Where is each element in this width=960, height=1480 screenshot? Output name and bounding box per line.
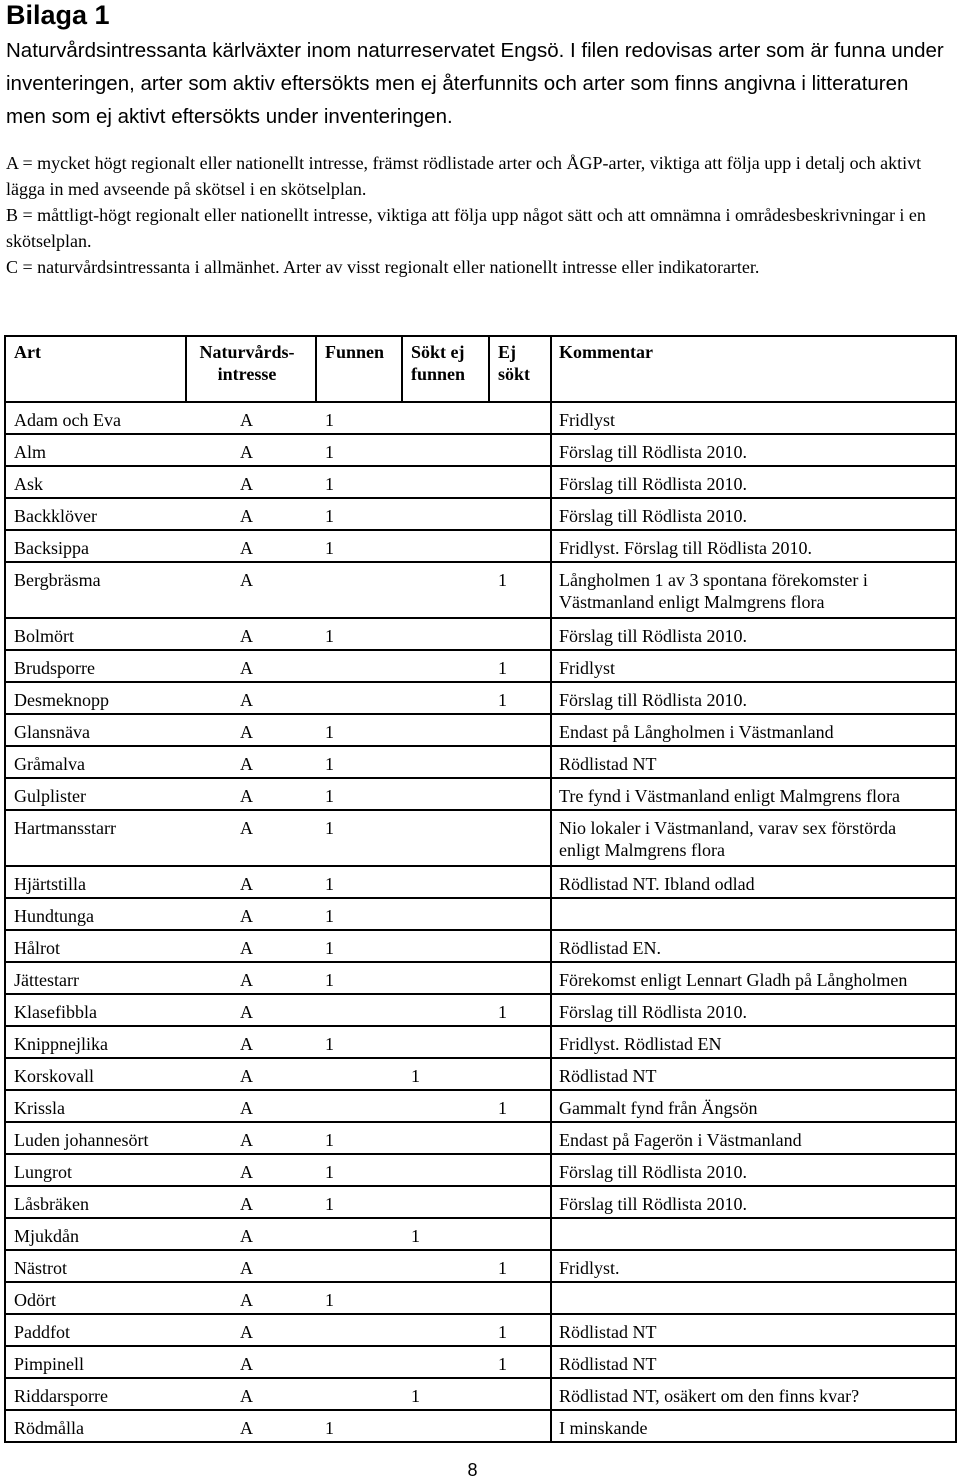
row-divider — [4, 529, 957, 531]
cell-art: Klasefibbla — [14, 1002, 97, 1022]
header-naturvard-line2: intresse — [217, 364, 277, 384]
cell-intresse: A — [240, 1226, 253, 1246]
row-divider — [4, 617, 957, 619]
cell-funnen: 1 — [325, 1418, 334, 1438]
cell-funnen: 1 — [325, 506, 334, 526]
row-divider — [4, 865, 957, 867]
cell-kommentar: Fridlyst. Förslag till Rödlista 2010. — [559, 538, 813, 558]
cell-funnen: 1 — [325, 938, 334, 958]
header-naturvard-line1: Naturvårds- — [199, 342, 295, 362]
species-table — [4, 335, 956, 1443]
header-kommentar: Kommentar — [559, 342, 653, 362]
cell-intresse: A — [240, 1130, 253, 1150]
cell-kommentar: Fridlyst — [559, 658, 616, 678]
cell-intresse: A — [240, 1162, 253, 1182]
header-sokt-line1: Sökt ej — [411, 342, 465, 362]
cell-funnen: 1 — [325, 474, 334, 494]
cell-intresse: A — [240, 1194, 253, 1214]
cell-kommentar: Endast på Långholmen i Västmanland — [559, 722, 834, 742]
cell-kommentar: Förekomst enligt Lennart Gladh på Långholmen — [559, 970, 908, 990]
cell-intresse: A — [240, 754, 253, 774]
legend — [6, 150, 956, 280]
cell-kommentar: Förslag till Rödlista 2010. — [559, 1002, 748, 1022]
cell-kommentar-line2: enligt Malmgrens flora — [559, 840, 725, 860]
cell-art: Hartmansstarr — [14, 818, 116, 838]
legend-a: A = mycket högt regionalt eller nationellt intresse, främst rödlistade arter och ÅGP-arter, viktiga att följa upp i detalj och aktivt lägga in med avseende på skötsel i en skötselplan. — [6, 153, 922, 199]
cell-art: Odört — [14, 1290, 56, 1310]
cell-intresse: A — [240, 1322, 253, 1342]
cell-intresse: A — [240, 1098, 253, 1118]
legend-b: B = måttligt-högt regionalt eller nationellt intresse, viktiga att följa upp något sätt och att omnämna i områdesbeskrivningar i en skötselplan. — [6, 205, 926, 251]
row-divider — [4, 681, 957, 683]
cell-art: Nästrot — [14, 1258, 67, 1278]
row-divider — [4, 1409, 957, 1411]
cell-ej-sokt: 1 — [498, 1258, 507, 1278]
row-divider — [4, 497, 957, 499]
cell-kommentar: Nio lokaler i Västmanland, varav sex förstörda — [559, 818, 897, 838]
row-divider — [4, 1121, 957, 1123]
cell-intresse: A — [240, 658, 253, 678]
row-divider — [4, 777, 957, 779]
cell-kommentar: Förslag till Rödlista 2010. — [559, 626, 748, 646]
cell-art: Krissla — [14, 1098, 65, 1118]
cell-intresse: A — [240, 970, 253, 990]
cell-kommentar: Långholmen 1 av 3 spontana förekomster i — [559, 570, 868, 590]
row-divider — [4, 1185, 957, 1187]
cell-funnen: 1 — [325, 722, 334, 742]
cell-art: Jättestarr — [14, 970, 79, 990]
table-border-right — [955, 401, 957, 1441]
cell-kommentar-line2: Västmanland enligt Malmgrens flora — [559, 592, 825, 612]
row-divider — [4, 1089, 957, 1091]
cell-art: Riddarsporre — [14, 1386, 108, 1406]
cell-art: Bergbräsma — [14, 570, 101, 590]
header-ej-line2: sökt — [498, 364, 531, 384]
row-divider — [4, 1057, 957, 1059]
cell-sokt-ej-funnen: 1 — [411, 1386, 420, 1406]
row-divider — [4, 1377, 957, 1379]
row-divider — [4, 713, 957, 715]
table-border-left — [4, 401, 6, 1441]
cell-art: Hundtunga — [14, 906, 94, 926]
cell-funnen: 1 — [325, 754, 334, 774]
table-border-top — [4, 335, 957, 337]
cell-art: Gråmalva — [14, 754, 85, 774]
row-divider — [4, 809, 957, 811]
cell-intresse: A — [240, 570, 253, 590]
cell-funnen: 1 — [325, 1034, 334, 1054]
cell-kommentar: Rödlistad NT, osäkert om den finns kvar? — [559, 1386, 860, 1406]
row-divider — [4, 649, 957, 651]
row-divider — [4, 1281, 957, 1283]
page-number: 8 — [467, 1460, 478, 1480]
cell-kommentar: Förslag till Rödlista 2010. — [559, 474, 748, 494]
row-divider — [4, 465, 957, 467]
cell-art: Mjukdån — [14, 1226, 79, 1246]
row-divider — [4, 1313, 957, 1315]
header-col-divider — [315, 335, 317, 401]
cell-art: Bolmört — [14, 626, 75, 646]
cell-intresse: A — [240, 938, 253, 958]
cell-funnen: 1 — [325, 538, 334, 558]
cell-funnen: 1 — [325, 818, 334, 838]
cell-intresse: A — [240, 818, 253, 838]
cell-art: Gulplister — [14, 786, 86, 806]
cell-art: Alm — [14, 442, 47, 462]
cell-intresse: A — [240, 1258, 253, 1278]
cell-intresse: A — [240, 626, 253, 646]
legend-c: C = naturvårdsintressanta i allmänhet. Arter av visst regionalt eller nationellt intresse eller indikatorarter. — [6, 257, 760, 277]
cell-art: Luden johannesört — [14, 1130, 149, 1150]
row-divider — [4, 745, 957, 747]
cell-kommentar: Endast på Fagerön i Västmanland — [559, 1130, 802, 1150]
cell-intresse: A — [240, 906, 253, 926]
cell-intresse: A — [240, 1002, 253, 1022]
cell-funnen: 1 — [325, 786, 334, 806]
cell-art: Hålrot — [14, 938, 60, 958]
cell-kommentar: Förslag till Rödlista 2010. — [559, 1194, 748, 1214]
cell-intresse: A — [240, 442, 253, 462]
cell-intresse: A — [240, 410, 253, 430]
cell-ej-sokt: 1 — [498, 1322, 507, 1342]
page-title: Bilaga 1 — [6, 0, 110, 30]
cell-intresse: A — [240, 722, 253, 742]
cell-art: Glansnäva — [14, 722, 90, 742]
intro-paragraph: Naturvårdsintressanta kärlväxter inom naturreservatet Engsö. I filen redovisas arter som är funna under inventeringen, arter som aktiv eftersökts men ej återfunnits och arter som finns angivna i litteraturen men som ej aktivt eftersökts under inventeringen. — [6, 39, 944, 128]
row-divider — [4, 1217, 957, 1219]
cell-intresse: A — [240, 1418, 253, 1438]
cell-kommentar: Tre fynd i Västmanland enligt Malmgrens flora — [559, 786, 900, 806]
header-col-divider — [401, 335, 403, 401]
cell-art: Lungrot — [14, 1162, 72, 1182]
row-divider — [4, 433, 957, 435]
row-divider — [4, 1025, 957, 1027]
cell-intresse: A — [240, 690, 253, 710]
cell-funnen: 1 — [325, 1130, 334, 1150]
cell-ej-sokt: 1 — [498, 1354, 507, 1374]
cell-art: Ask — [14, 474, 44, 494]
header-col-divider — [185, 335, 187, 401]
cell-kommentar: Förslag till Rödlista 2010. — [559, 506, 748, 526]
row-divider — [4, 1441, 957, 1443]
row-divider — [4, 993, 957, 995]
cell-art: Knippnejlika — [14, 1034, 108, 1054]
cell-art: Backsippa — [14, 538, 89, 558]
cell-intresse: A — [240, 1034, 253, 1054]
cell-art: Desmeknopp — [14, 690, 109, 710]
header-col-divider — [4, 335, 6, 401]
cell-sokt-ej-funnen: 1 — [411, 1226, 420, 1246]
header-art: Art — [14, 342, 41, 362]
row-divider — [4, 929, 957, 931]
cell-funnen: 1 — [325, 906, 334, 926]
cell-intresse: A — [240, 1066, 253, 1086]
header-divider — [4, 401, 957, 403]
cell-kommentar: Fridlyst. — [559, 1258, 620, 1278]
cell-art: Låsbräken — [14, 1194, 89, 1214]
cell-ej-sokt: 1 — [498, 690, 507, 710]
header-ej-line1: Ej — [498, 342, 516, 362]
cell-art: Korskovall — [14, 1066, 94, 1086]
cell-sokt-ej-funnen: 1 — [411, 1066, 420, 1086]
cell-funnen: 1 — [325, 1194, 334, 1214]
cell-kommentar: Fridlyst — [559, 410, 616, 430]
cell-art: Brudsporre — [14, 658, 95, 678]
cell-art: Adam och Eva — [14, 410, 121, 430]
cell-ej-sokt: 1 — [498, 570, 507, 590]
cell-kommentar: Förslag till Rödlista 2010. — [559, 1162, 748, 1182]
row-divider — [4, 561, 957, 563]
cell-funnen: 1 — [325, 626, 334, 646]
cell-kommentar: Gammalt fynd från Ängsön — [559, 1098, 758, 1118]
row-divider — [4, 1345, 957, 1347]
row-divider — [4, 897, 957, 899]
cell-art: Backklöver — [14, 506, 97, 526]
cell-kommentar: Förslag till Rödlista 2010. — [559, 442, 748, 462]
cell-kommentar: Rödlistad NT — [559, 754, 657, 774]
cell-intresse: A — [240, 538, 253, 558]
cell-ej-sokt: 1 — [498, 1098, 507, 1118]
cell-funnen: 1 — [325, 874, 334, 894]
header-col-divider — [955, 335, 957, 401]
cell-funnen: 1 — [325, 970, 334, 990]
cell-funnen: 1 — [325, 442, 334, 462]
header-sokt-line2: funnen — [411, 364, 466, 384]
cell-art: Pimpinell — [14, 1354, 85, 1374]
cell-intresse: A — [240, 506, 253, 526]
cell-art: Hjärtstilla — [14, 874, 86, 894]
cell-intresse: A — [240, 874, 253, 894]
header-col-divider — [550, 335, 552, 401]
cell-funnen: 1 — [325, 410, 334, 430]
cell-kommentar: Rödlistad NT — [559, 1066, 657, 1086]
cell-intresse: A — [240, 1290, 253, 1310]
cell-intresse: A — [240, 1354, 253, 1374]
cell-ej-sokt: 1 — [498, 1002, 507, 1022]
header-funnen: Funnen — [325, 342, 385, 362]
cell-art: Rödmålla — [14, 1418, 84, 1438]
cell-kommentar: Rödlistad EN. — [559, 938, 661, 958]
cell-kommentar: Rödlistad NT — [559, 1322, 657, 1342]
cell-intresse: A — [240, 1386, 253, 1406]
cell-kommentar: Förslag till Rödlista 2010. — [559, 690, 748, 710]
cell-ej-sokt: 1 — [498, 658, 507, 678]
kommentar-col-divider — [550, 401, 552, 1441]
cell-kommentar: Rödlistad NT. Ibland odlad — [559, 874, 755, 894]
cell-kommentar: Rödlistad NT — [559, 1354, 657, 1374]
cell-art: Paddfot — [14, 1322, 70, 1342]
row-divider — [4, 1249, 957, 1251]
cell-kommentar: Fridlyst. Rödlistad EN — [559, 1034, 722, 1054]
cell-intresse: A — [240, 786, 253, 806]
cell-funnen: 1 — [325, 1162, 334, 1182]
cell-kommentar: I minskande — [559, 1418, 648, 1438]
row-divider — [4, 961, 957, 963]
cell-funnen: 1 — [325, 1290, 334, 1310]
cell-intresse: A — [240, 474, 253, 494]
header-col-divider — [488, 335, 490, 401]
row-divider — [4, 1153, 957, 1155]
